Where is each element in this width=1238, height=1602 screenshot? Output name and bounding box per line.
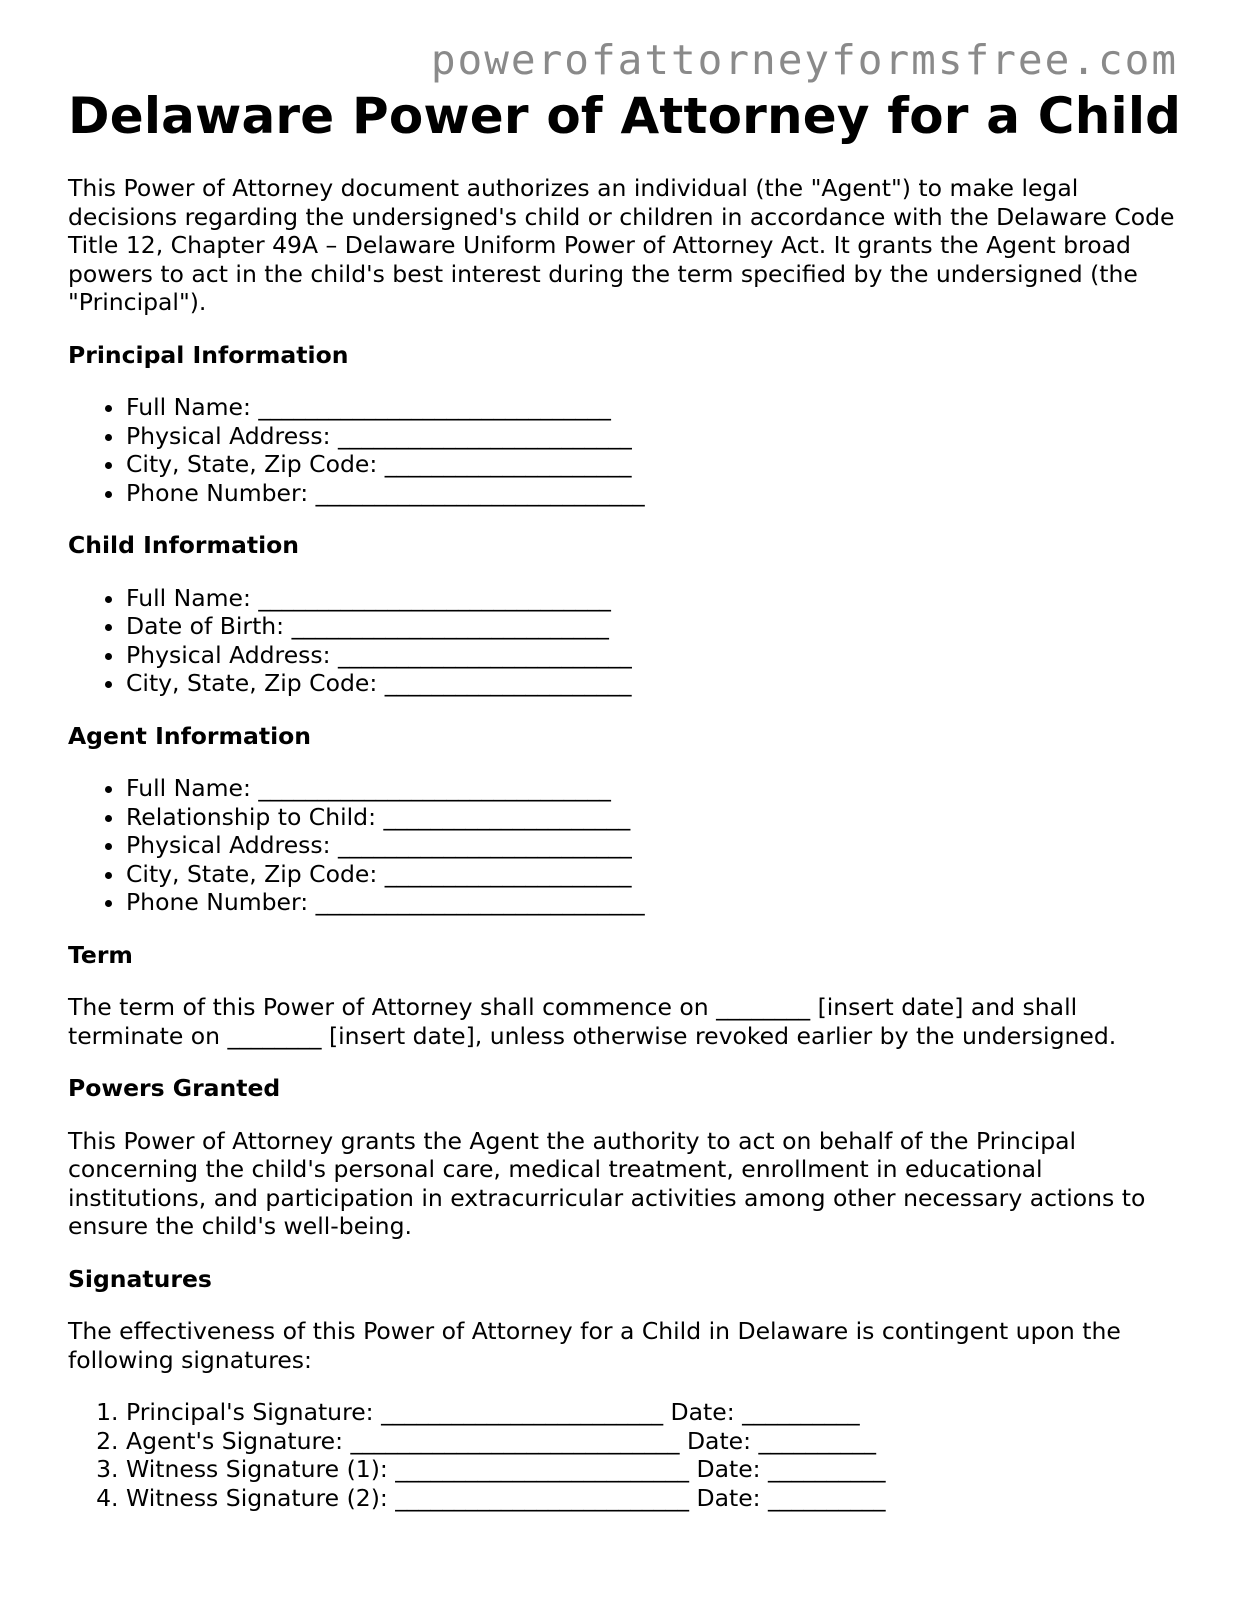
principal-phone: • Phone Number: ____________________________ <box>126 479 1188 508</box>
child-address: • Physical Address: _________________________ <box>126 641 1188 670</box>
witness-1-signature-line: 3. Witness Signature (1): _________________________ Date: __________ <box>126 1455 1188 1484</box>
powers-paragraph: This Power of Attorney grants the Agent the authority to act on behalf of the Principal concerning the child's personal care, medical treatment, enrollment in educational institutions, and participation in extracurricular activities among other necessary actions to ensure the child's well-being. <box>68 1126 1146 1240</box>
child-list <box>68 584 1188 698</box>
document-title: Delaware Power of Attorney for a Child <box>68 87 1182 145</box>
child-city-state-zip: • City, State, Zip Code: _____________________ <box>126 669 1188 698</box>
agent-relationship: • Relationship to Child: _____________________ <box>126 803 1188 832</box>
signatures-heading: Signatures <box>68 1264 212 1293</box>
principal-full-name: • Full Name: ______________________________ <box>126 393 1188 422</box>
principal-list <box>68 393 1188 507</box>
agent-full-name: • Full Name: ______________________________ <box>126 774 1188 803</box>
agent-heading: Agent Information <box>68 721 312 750</box>
agent-list <box>68 774 1188 917</box>
child-full-name: • Full Name: ______________________________ <box>126 584 1188 613</box>
agent-city-state-zip: • City, State, Zip Code: _____________________ <box>126 860 1188 889</box>
term-paragraph: The term of this Power of Attorney shall commence on ________ [insert date] and shall terminate on ________ [insert date], unless otherwise revoked earlier by the undersigned. <box>68 993 1117 1050</box>
principal-heading: Principal Information <box>68 340 349 369</box>
document-page <box>68 88 1188 1536</box>
principal-address: • Physical Address: _________________________ <box>126 422 1188 451</box>
signatures-paragraph: The effectiveness of this Power of Attorney for a Child in Delaware is contingent upon the following signatures: <box>68 1317 1121 1374</box>
agent-address: • Physical Address: _________________________ <box>126 831 1188 860</box>
witness-2-signature-line: 4. Witness Signature (2): _________________________ Date: __________ <box>126 1484 1188 1513</box>
principal-signature-line: 1. Principal's Signature: ________________________ Date: __________ <box>126 1398 1188 1427</box>
powers-heading: Powers Granted <box>68 1074 281 1102</box>
term-heading: Term <box>68 940 133 969</box>
agent-phone: • Phone Number: ____________________________ <box>126 888 1188 917</box>
signatures-list <box>68 1398 1188 1512</box>
child-heading: Child Information <box>68 531 300 559</box>
watermark-text: powerofattorneyformsfree.com <box>430 36 1178 84</box>
child-date-of-birth: • Date of Birth: ___________________________ <box>126 612 1188 641</box>
intro-paragraph: This Power of Attorney document authorizes an individual (the "Agent") to make legal decisions regarding the undersigned's child or children in accordance with the Delaware Code Title 12, Chapter 49A – Delaware Uniform Power of Attorney Act. It grants the Agent broad powers to act in the child's best interest during the term specified by the undersigned (the "Principal"). <box>68 174 1175 316</box>
agent-signature-line: 2. Agent's Signature: ____________________________ Date: __________ <box>126 1427 1188 1456</box>
principal-city-state-zip: • City, State, Zip Code: _____________________ <box>126 450 1188 479</box>
